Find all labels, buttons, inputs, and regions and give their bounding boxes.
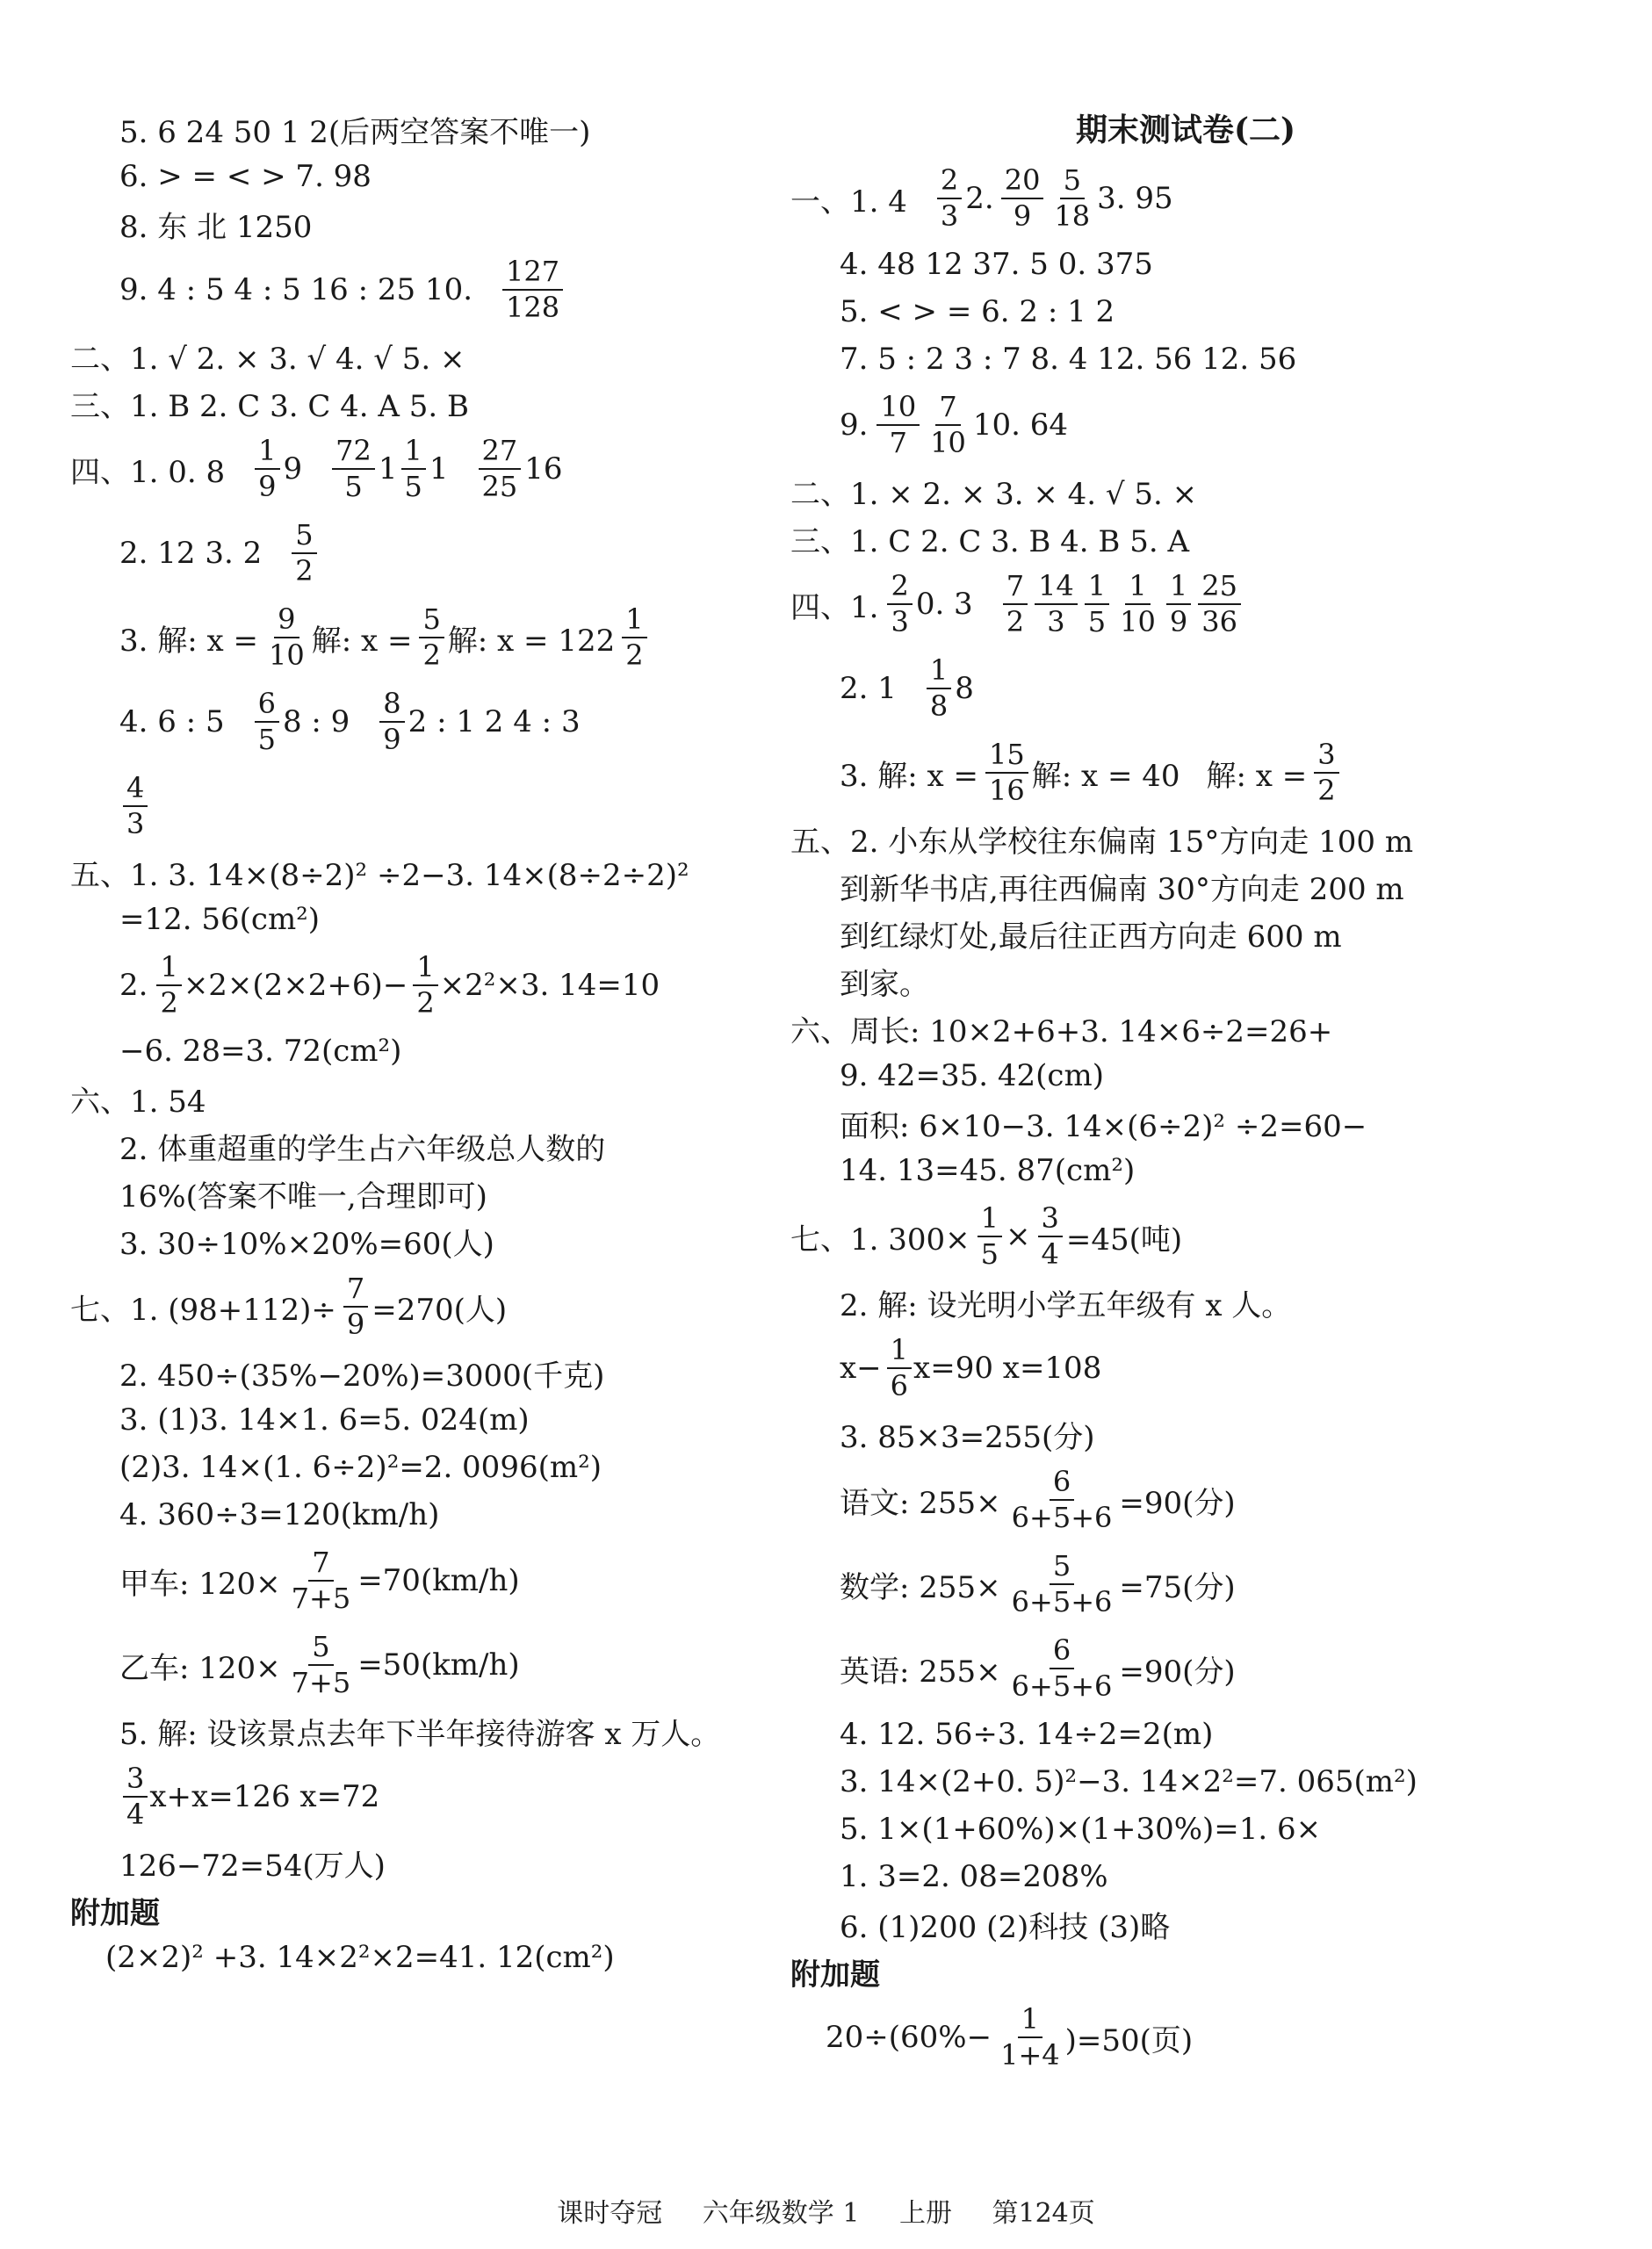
test-title: 期末测试卷(二) — [1075, 112, 1296, 148]
answer-line: 到红绿灯处,最后往正西方向走 600 m — [840, 919, 1342, 955]
fraction: $\frac{5}{6+5+6}$ — [1011, 1548, 1113, 1618]
answer-line: 1. 3=2. 08=208% — [840, 1859, 1108, 1894]
fraction: 127 128 — [502, 256, 563, 323]
fraction: $\frac{1}{2}$ — [413, 952, 437, 1019]
answer-line: 2. 1 1 8 8 — [840, 652, 974, 723]
answer-line: 3 4 x+x=126 x=72 — [70, 1755, 764, 1839]
section-five-line: 五、2. 小东从学校往东偏南 15°方向走 100 m — [790, 824, 1414, 860]
fraction: $\frac{15}{16}$ — [985, 739, 1028, 806]
fraction: 10 7 — [876, 392, 920, 458]
fraction: 5 2 — [292, 520, 316, 587]
section-seven-line: 七、1. (98+112)÷ $\frac{7}{9}$ =270(人) — [70, 1271, 508, 1341]
fraction: 1 8 — [927, 655, 951, 722]
answer-line: 126−72=54(万人) — [119, 1848, 386, 1884]
fraction: 2 3 — [937, 165, 962, 232]
answer-line: 5. 6 24 50 1 2(后两空答案不唯一) — [119, 114, 591, 150]
fraction: 4 3 — [123, 773, 148, 840]
answer-line: 4. 6 : 5 6 5 8 : 9 8 9 2 : 1 2 4 : 3 — [119, 686, 581, 756]
fraction: 1 9 — [255, 436, 279, 502]
answer-line: 5. 解: 设该景点去年下半年接待游客 x 万人。 — [119, 1716, 721, 1752]
book-title: 课时夺冠 — [557, 2198, 663, 2229]
answer-line: 3. 解: x = $\frac{9}{10}$ 解: x = $\frac{5}{2}$ 解: x = 122 1 2 — [70, 595, 764, 680]
answer-line: 3. 解: x = $\frac{15}{16}$ 解: x = 40 解: x = $\frac{3}{2}$ — [790, 731, 1581, 815]
section-five-line: 五、1. 3. 14×(8÷2)² ÷2−3. 14×(8÷2÷2)² — [70, 857, 689, 893]
answer-line: 16%(答案不唯一,合理即可) — [119, 1179, 487, 1215]
section-two-line: 二、1. × 2. × 3. × 4. √ 5. × — [790, 476, 1198, 512]
fraction: 2 3 — [887, 571, 912, 638]
right-column — [790, 105, 1581, 2080]
answer-line: 20÷(60%− $\frac{1}{1+4}$ )=50(页) — [826, 2001, 1194, 2072]
fraction: 8 9 — [379, 688, 404, 755]
section-four-line: 四、1. 0. 8 1 9 9 72 5 1 1 5 1 27 25 16 — [70, 433, 563, 503]
answer-line: 5. < > = 6. 2 : 1 2 — [840, 294, 1115, 329]
fraction: 25 36 — [1198, 571, 1241, 638]
answer-line: 语文: 255× $\frac{6}{6+5+6}$ =90(分) — [840, 1464, 1236, 1534]
answer-line: 到新华书店,再往西偏南 30°方向走 200 m — [840, 871, 1404, 907]
answer-line — [70, 248, 764, 332]
fraction: $\frac{9}{10}$ — [268, 602, 305, 672]
fraction: $\frac{3}{2}$ — [1314, 739, 1338, 806]
answer-line: 2. 12 3. 2 5 2 — [70, 511, 764, 595]
answer-line: 7. 5 : 2 3 : 7 8. 4 12. 56 12. 56 — [840, 342, 1297, 377]
answer-line: 9. 42=35. 42(cm) — [840, 1058, 1104, 1093]
fraction: 7 2 — [1003, 571, 1028, 638]
fraction: $\frac{1}{1+4}$ — [1000, 2001, 1060, 2072]
fraction: $\frac{1}{2}$ — [156, 952, 181, 1019]
answer-line: 面积: 6×10−3. 14×(6÷2)² ÷2=60− — [840, 1108, 1367, 1144]
section-six-line: 六、1. 54 — [70, 1084, 206, 1120]
page-footer — [0, 2191, 1652, 2230]
section-one-line: 一、1. 4 2 3 2. 20 9 5 18 3. 95 — [790, 162, 1173, 233]
section-three-line: 三、1. C 2. C 3. B 4. B 5. A — [790, 523, 1190, 559]
fraction: 1 5 — [401, 436, 426, 502]
fraction: 14 3 — [1035, 571, 1078, 638]
answer-line: 2. 解: 设光明小学五年级有 x 人。 — [840, 1287, 1292, 1323]
fraction: 6 5 — [255, 688, 279, 755]
fraction: 7 10 — [930, 389, 966, 459]
answer-line: −6. 28=3. 72(cm²) — [119, 1034, 402, 1069]
fraction: 1 5 — [1085, 571, 1109, 638]
fraction: $\frac{5}{7+5}$ — [291, 1629, 351, 1699]
answer-line: 英语: 255× $\frac{6}{6+5+6}$ =90(分) — [840, 1633, 1236, 1703]
section-three-line: 三、1. B 2. C 3. C 4. A 5. B — [70, 388, 470, 424]
answer-line: 乙车: 120× $\frac{5}{7+5}$ =50(km/h) — [119, 1629, 520, 1699]
answer-line — [70, 764, 764, 848]
fraction: $\frac{7}{9}$ — [343, 1273, 368, 1340]
answer-line: 4. 12. 56÷3. 14÷2=2(m) — [840, 1717, 1214, 1752]
answer-line: 6. > = < > 7. 98 — [119, 159, 372, 194]
section-two-line: 二、1. √ 2. × 3. √ 4. √ 5. × — [70, 341, 465, 377]
fraction: 1 2 — [622, 604, 646, 671]
fraction: $\frac{6}{6+5+6}$ — [1011, 1464, 1113, 1534]
left-column — [70, 105, 764, 1981]
answer-line: 到家。 — [840, 966, 929, 1002]
answer-line: (2×2)² +3. 14×2²×2=41. 12(cm²) — [105, 1940, 615, 1975]
fraction: 3 4 — [123, 1763, 148, 1830]
answer-line: 4. 360÷3=120(km/h) — [119, 1497, 440, 1532]
bonus-question-heading: 附加题 — [790, 1957, 880, 1993]
answer-line: 8. 东 北 1250 — [119, 209, 313, 245]
bonus-question-heading: 附加题 — [70, 1895, 160, 1931]
grade-subject: 六年级数学 1 — [702, 2198, 860, 2229]
fraction: $\frac{5}{2}$ — [419, 604, 444, 671]
answer-line: 5. 1×(1+60%)×(1+30%)=1. 6× — [840, 1812, 1322, 1847]
fraction: $\frac{3}{4}$ — [1038, 1203, 1063, 1270]
answer-line: (2)3. 14×(1. 6÷2)²=2. 0096(m²) — [119, 1450, 602, 1485]
answer-line: 2. $\frac{1}{2}$ ×2×(2×2+6)− $\frac{1}{2}$ ×2²×3. 14=10 — [119, 949, 660, 1020]
section-six-line: 六、周长: 10×2+6+3. 14×6÷2=26+ — [790, 1013, 1333, 1049]
answer-line: 3. 14×(2+0. 5)²−3. 14×2²=7. 065(m²) — [840, 1764, 1418, 1799]
fraction: $\frac{1}{5}$ — [977, 1203, 1002, 1270]
answer-line: 9. 10 7 7 10 10. 64 — [840, 389, 1069, 459]
answer-line: 数学: 255× $\frac{5}{6+5+6}$ =75(分) — [840, 1548, 1236, 1618]
page-number: 第124页 — [992, 2198, 1095, 2229]
answer-line: 6. (1)200 (2)科技 (3)略 — [840, 1909, 1171, 1945]
answer-line: 2. 体重超重的学生占六年级总人数的 — [119, 1131, 606, 1167]
fraction: 72 5 — [332, 436, 375, 502]
answer-text: 9. 4 : 5 4 : 5 16 : 25 10. — [119, 272, 473, 307]
answer-line: =12. 56(cm²) — [119, 902, 321, 937]
fraction: $\frac{7}{7+5}$ — [291, 1545, 351, 1615]
answer-line: 14. 13=45. 87(cm²) — [840, 1153, 1136, 1188]
answer-line: 2. 450÷(35%−20%)=3000(千克) — [119, 1358, 605, 1394]
answer-line: 3. 85×3=255(分) — [840, 1419, 1095, 1455]
fraction: 20 9 — [1001, 165, 1044, 232]
section-four-line: 四、1. 2 3 0. 3 7 2 14 3 1 5 1 10 1 9 25 36 — [790, 562, 1581, 646]
answer-line: 3. (1)3. 14×1. 6=5. 024(m) — [119, 1402, 530, 1438]
fraction: 1 9 — [1166, 571, 1191, 638]
fraction: $\frac{1}{6}$ — [887, 1335, 912, 1402]
answer-line: 4. 48 12 37. 5 0. 375 — [840, 247, 1153, 282]
answer-line: 甲车: 120× $\frac{7}{7+5}$ =70(km/h) — [119, 1545, 520, 1615]
answer-line: 3. 30÷10%×20%=60(人) — [119, 1226, 494, 1262]
fraction: 27 25 — [479, 436, 522, 502]
section-seven-line: 七、1. 300× $\frac{1}{5}$ × $\frac{3}{4}$ =45(吨) — [790, 1200, 1183, 1271]
volume-label: 上册 — [898, 2198, 952, 2229]
fraction: 1 10 — [1120, 568, 1156, 638]
fraction: $\frac{6}{6+5+6}$ — [1011, 1633, 1113, 1703]
fraction: 5 18 — [1054, 162, 1091, 233]
answer-line: x− $\frac{1}{6}$ x=90 x=108 — [840, 1332, 1102, 1402]
